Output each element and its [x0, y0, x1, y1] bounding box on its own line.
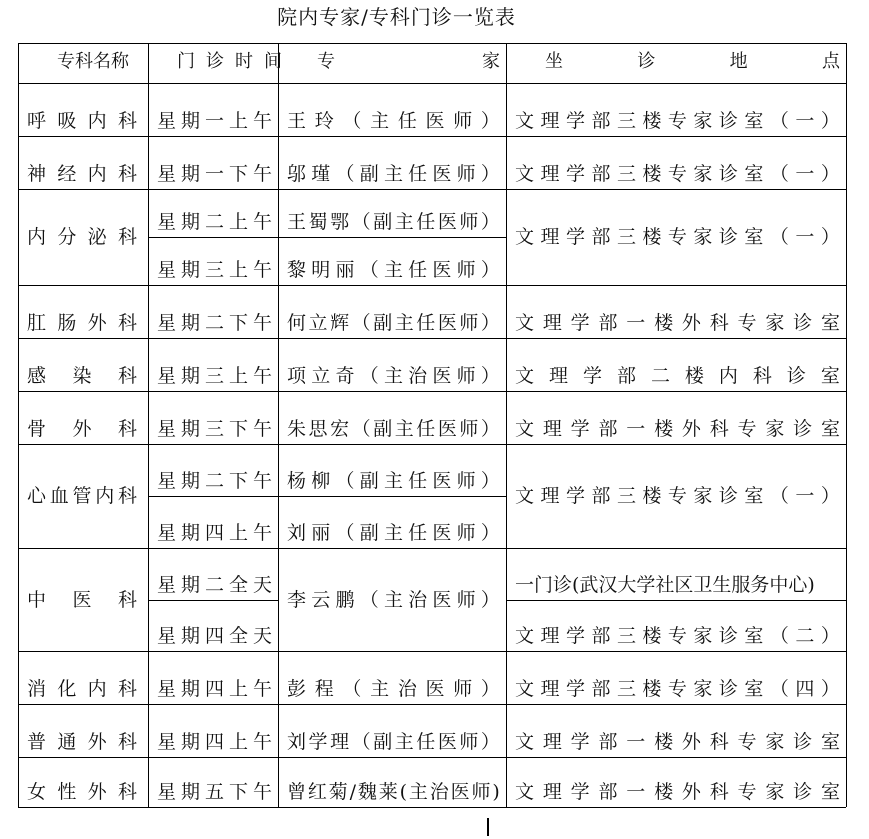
dept-cell: 呼 吸 内 科 [27, 110, 137, 132]
location-cell: 文 理 学 部 二 楼 内 科 诊 室 [515, 365, 840, 387]
location-cell: 一门诊(武汉大学社区卫生服务中心) [515, 574, 815, 596]
dept-cell: 普 通 外 科 [27, 731, 137, 753]
time-cell: 星 期 四 上 午 [157, 731, 272, 753]
location-cell: 文 理 学 部 三 楼 专 家 诊 室 （ 一 ） [515, 163, 840, 185]
expert-cell: 杨 柳 （ 副 主 任 医 师 ） [287, 470, 500, 492]
table-column-line [846, 43, 847, 807]
dept-cell: 中 医 科 [27, 589, 137, 611]
time-cell: 星 期 二 全 天 [157, 574, 272, 596]
location-cell: 文 理 学 部 三 楼 专 家 诊 室 （ 一 ） [515, 110, 840, 132]
expert-cell: 李 云 鹏 （ 主 治 医 师 ） [287, 589, 500, 611]
location-cell: 文 理 学 部 一 楼 外 科 专 家 诊 室 [515, 418, 840, 440]
location-cell: 文 理 学 部 三 楼 专 家 诊 室 （ 一 ） [515, 485, 840, 507]
time-cell: 星 期 一 上 午 [157, 110, 272, 132]
expert-cell: 刘 学 理 （ 副 主 任 医 师 ） [287, 731, 500, 753]
dept-cell: 心 血 管 内 科 [27, 485, 137, 507]
expert-cell: 王 蜀 鄂 （ 副 主 任 医 师 ） [287, 211, 500, 233]
table-column-line [278, 43, 279, 807]
expert-cell: 彭 程 （ 主 治 医 师 ） [287, 678, 500, 700]
time-cell: 星 期 三 上 午 [157, 259, 272, 281]
header-dept: 专科名称 [57, 51, 129, 72]
expert-cell: 朱 思 宏 （ 副 主 任 医 师 ） [287, 418, 500, 440]
expert-cell: 刘 丽 （ 副 主 任 医 师 ） [287, 522, 500, 544]
time-cell: 星 期 三 上 午 [157, 365, 272, 387]
time-cell: 星 期 一 下 午 [157, 163, 272, 185]
expert-cell: 何 立 辉 （ 副 主 任 医 师 ） [287, 312, 500, 334]
time-cell: 星 期 二 下 午 [157, 312, 272, 334]
table-border-bottom [18, 807, 846, 808]
header-location: 坐 诊 地 点 [545, 51, 840, 72]
time-cell: 星 期 二 下 午 [157, 470, 272, 492]
time-cell: 星 期 三 下 午 [157, 418, 272, 440]
time-cell: 星 期 四 上 午 [157, 678, 272, 700]
text-cursor [487, 818, 489, 836]
expert-cell: 黎 明 丽 （ 主 任 医 师 ） [287, 259, 500, 281]
dept-cell: 肛 肠 外 科 [27, 312, 137, 334]
expert-cell: 项 立 奇 （ 主 治 医 师 ） [287, 365, 500, 387]
time-cell: 星 期 四 全 天 [157, 625, 272, 647]
page-title: 院内专家/专科门诊一览表 [277, 5, 516, 29]
table-column-line [148, 43, 149, 807]
header-expert: 专 家 [317, 51, 500, 72]
table-column-line [506, 43, 507, 807]
table-border-top [18, 43, 846, 44]
location-cell: 文 理 学 部 三 楼 专 家 诊 室 （ 四 ） [515, 678, 840, 700]
table-column-line [18, 43, 19, 807]
time-cell: 星 期 二 上 午 [157, 211, 272, 233]
dept-cell: 骨 外 科 [27, 418, 137, 440]
dept-cell: 内 分 泌 科 [27, 226, 137, 248]
expert-cell: 王 玲 （ 主 任 医 师 ） [287, 110, 500, 132]
location-cell: 文 理 学 部 一 楼 外 科 专 家 诊 室 [515, 781, 840, 803]
expert-cell: 曾 红 菊 / 魏 莱 ( 主 治 医 师 ) [287, 781, 500, 803]
dept-cell: 感 染 科 [27, 365, 137, 387]
location-cell: 文 理 学 部 一 楼 外 科 专 家 诊 室 [515, 731, 840, 753]
location-cell: 文 理 学 部 三 楼 专 家 诊 室 （ 二 ） [515, 625, 840, 647]
dept-cell: 女 性 外 科 [27, 781, 137, 803]
dept-cell: 神 经 内 科 [27, 163, 137, 185]
time-cell: 星 期 五 下 午 [157, 781, 272, 803]
time-cell: 星 期 四 上 午 [157, 522, 272, 544]
clinic-table [18, 43, 846, 807]
location-cell: 文 理 学 部 三 楼 专 家 诊 室 （ 一 ） [515, 226, 840, 248]
dept-cell: 消 化 内 科 [27, 678, 137, 700]
expert-cell: 邬 瑾 （ 副 主 任 医 师 ） [287, 163, 500, 185]
header-time: 门 诊 时 间 [177, 51, 282, 72]
location-cell: 文 理 学 部 一 楼 外 科 专 家 诊 室 [515, 312, 840, 334]
